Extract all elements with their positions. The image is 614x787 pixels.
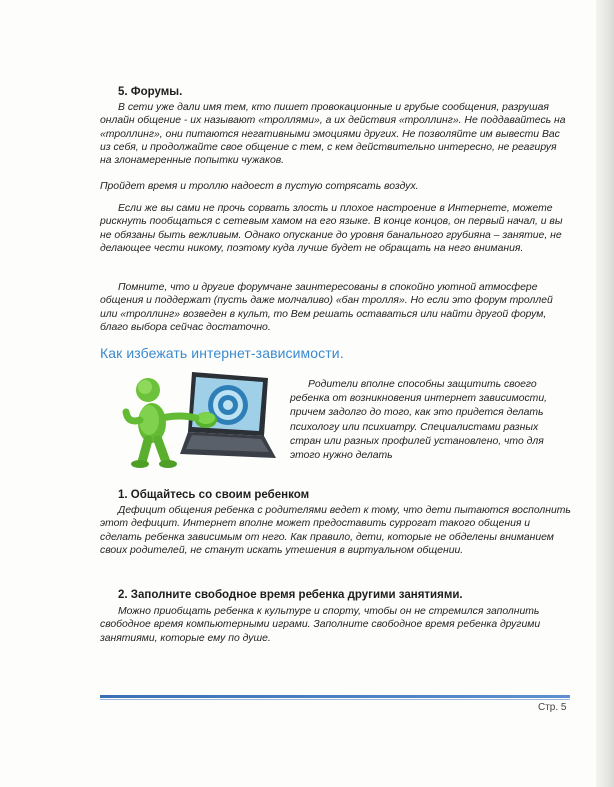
tip-2-paragraph: Можно приобщать ребенка к культуре и спорту, чтобы он не стремился заполнить свободное время компьютерными играми. Заполните свободное время ребенка другими занятиями, которые ему по душе.	[100, 606, 541, 644]
footer-divider-thin	[100, 699, 570, 700]
addiction-intro-paragraph: Родители вполне способны защитить своего ребенка от возникновения интернет зависимости, причем задолго до того, как это придется делать психологу или психиатру. Специалистами разных стран или разных профилей установлено, что для этого нужно делать	[290, 379, 548, 462]
footer-divider	[100, 695, 570, 698]
page-edge-shadow	[596, 0, 614, 787]
forums-heading: 5. Форумы.	[118, 86, 183, 98]
forums-paragraph-3: Помните, что и другие форумчане заинтересованы в спокойно уютной атмосфере общения и поддержат (пусть даже молчаливо) «бан тролля». Но если это форум троллей или «троллинг» возведен в культ, то Вем решать оставаться или найти другой форум, благо выбора сейчас достаточно.	[100, 282, 553, 333]
page-number: Стр. 5	[538, 702, 567, 713]
tip-2-heading: 2. Заполните свободное время ребенка другими занятиями.	[118, 589, 463, 601]
addiction-section-title: Как избежать интернет-зависимости.	[100, 345, 344, 361]
forums-paragraph-1b: Пройдет время и троллю надоест в пустую сотрясать воздух.	[100, 181, 419, 192]
tip-1-heading: 1. Общайтесь со своим ребенком	[118, 489, 310, 501]
tip-1-paragraph: Дефицит общения ребенка с родителями ведет к тому, что дети пытаются восполнить этот дефицит. Интернет вполне может предоставить суррогат такого общения и сделать ребенка зависимым от него. Как правило, дети, которые не обделены вниманием своих родителей, не станут искать утешения в виртуальном общении.	[100, 505, 571, 556]
forums-paragraph-2: Если же вы сами не прочь сорвать злость и плохое настроение в Интернете, можете рискнуть пообщаться с сетевым хамом на его языке. В конце концов, он первый начал, и вы не обязаны быть вежливым. Однако опускание до уровня банального грубияна – занятие, не делающее чести никому, поэтому куда лучше будет не обращать на него внимания.	[100, 203, 563, 254]
forums-paragraph-1: В сети уже дали имя тем, кто пишет провокационные и грубые сообщения, разрушая онлайн общение - их называют «троллями», а их действия «троллинг». Не поддавайтесь на «троллинг», они питаются негативными эмоциями других. Не позволяйте им вывести Вас из себя, и продолжайте свое общение с тем, с кем действительно интересно, не реагируя на злонамеренные попытки чужаков.	[100, 102, 566, 167]
green-figure-laptop-illustration	[118, 368, 278, 470]
